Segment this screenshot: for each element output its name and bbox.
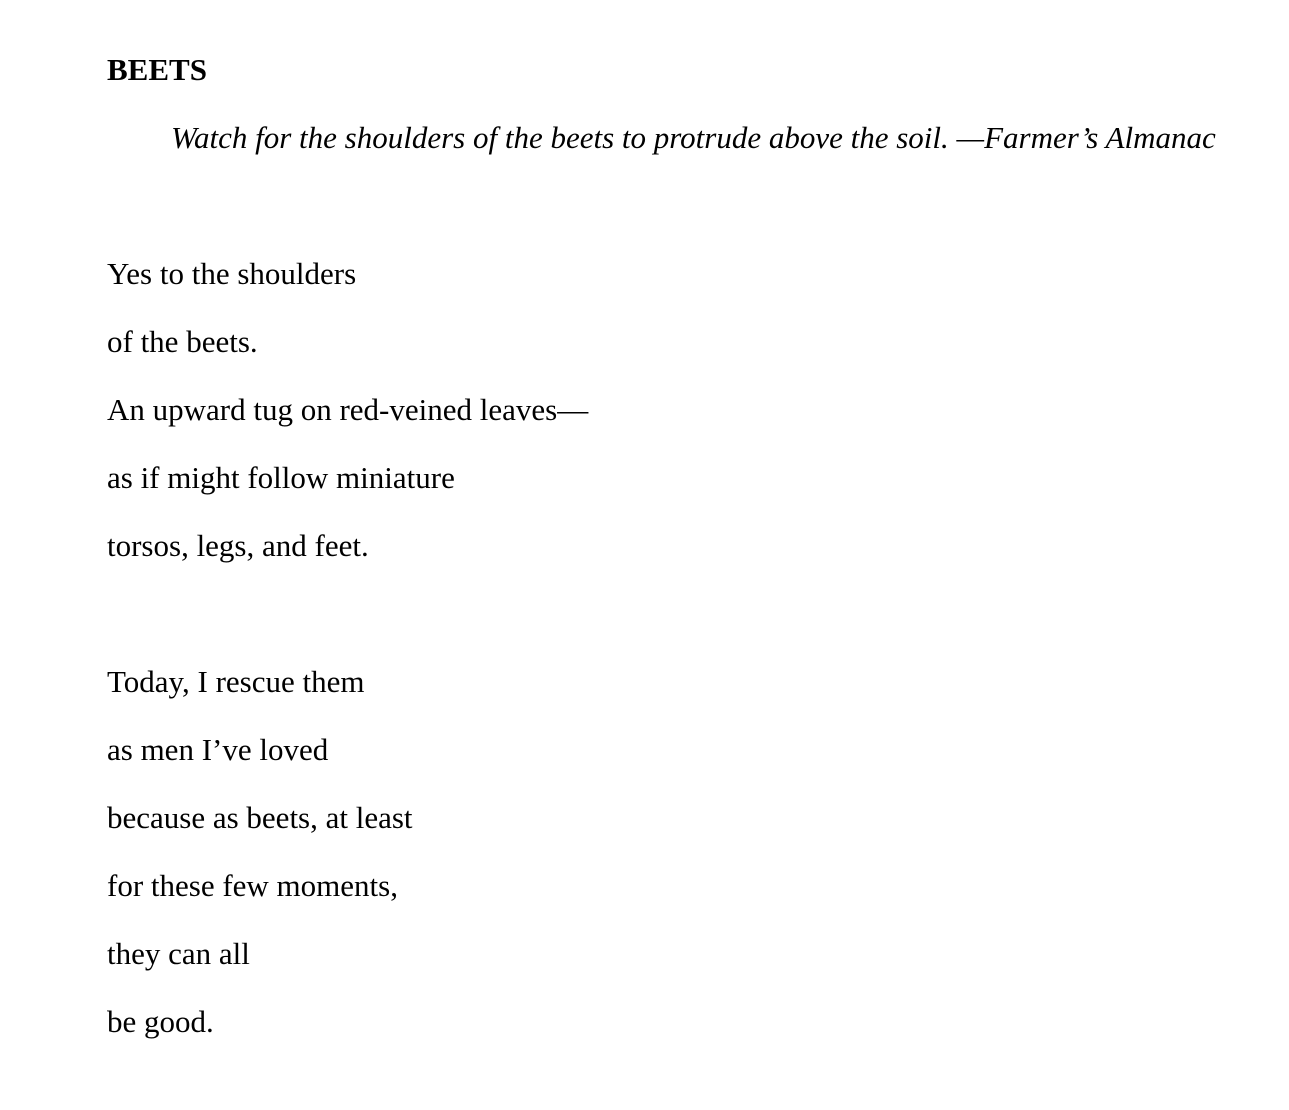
poem-line: torsos, legs, and feet. xyxy=(107,528,369,563)
poem-title: BEETS xyxy=(107,52,207,87)
poem-line: be good. xyxy=(107,1004,214,1039)
poem-line: as if might follow miniature xyxy=(107,460,455,495)
poem-line: as men I’ve loved xyxy=(107,732,329,767)
poem-line: Yes to the shoulders xyxy=(107,256,357,291)
poem-line: An upward tug on red-veined leaves— xyxy=(107,392,589,427)
poem-line: because as beets, at least xyxy=(107,800,413,835)
poem-line: for these few moments, xyxy=(107,868,398,903)
poem-line: they can all xyxy=(107,936,250,971)
poem-epigraph: Watch for the shoulders of the beets to protrude above the soil. —Farmer’s Almanac xyxy=(171,120,1216,155)
poem-line: of the beets. xyxy=(107,324,258,359)
poem-line: Today, I rescue them xyxy=(107,664,365,699)
